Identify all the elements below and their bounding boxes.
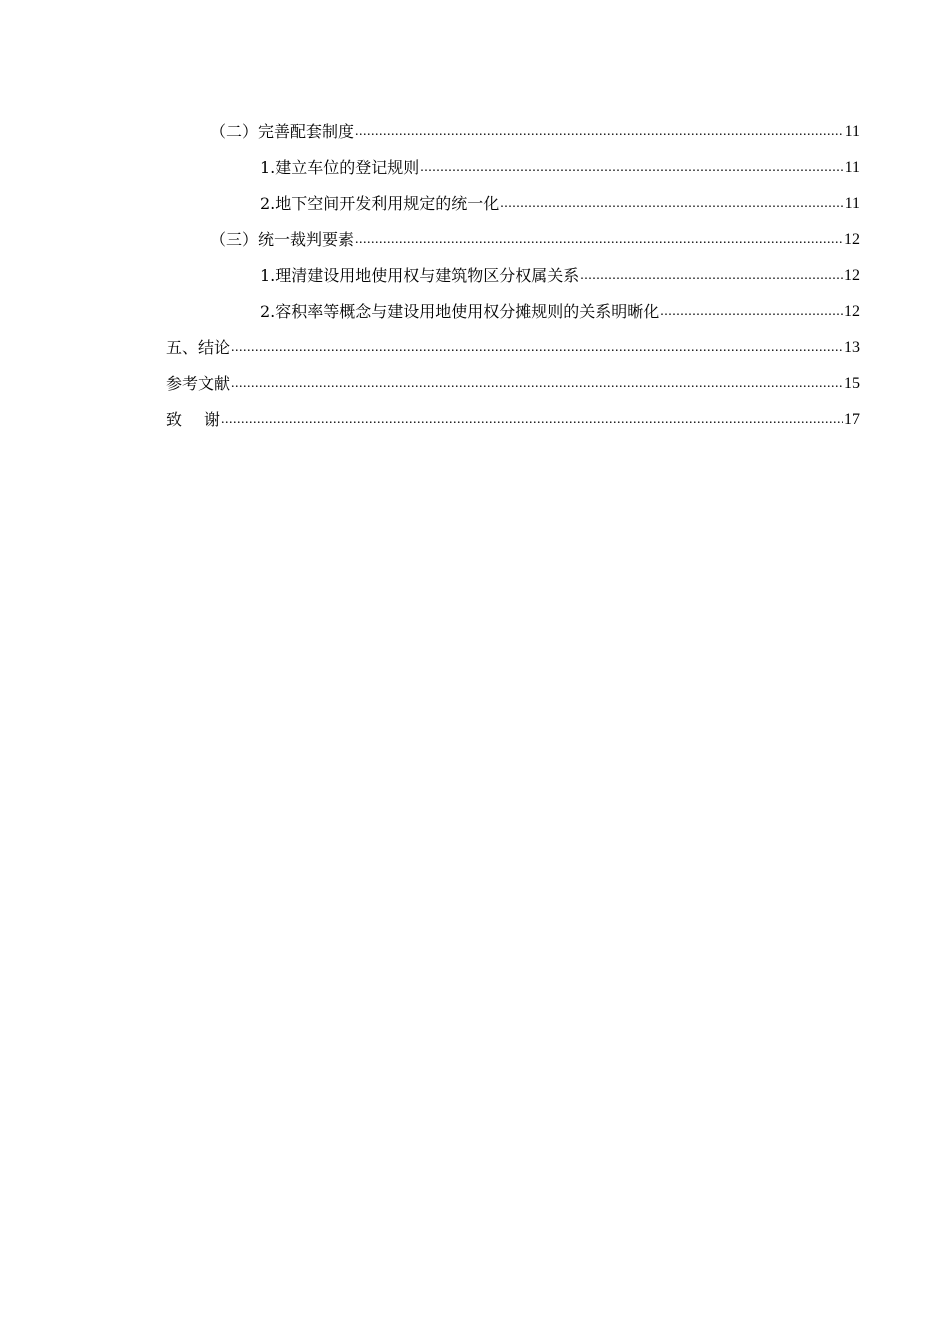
toc-entry-title: 2.容积率等概念与建设用地使用权分摊规则的关系明晰化 — [260, 302, 660, 321]
toc-page-number: 11 — [844, 195, 860, 212]
toc-entry-title: 参考文献 — [166, 374, 231, 393]
toc-page-number: 17 — [844, 411, 860, 428]
toc-page-number: 12 — [844, 303, 860, 320]
toc-entry-title: 1.理清建设用地使用权与建筑物区分权属关系 — [260, 266, 580, 285]
toc-entry-title: （三）统一裁判要素 — [210, 230, 355, 249]
toc-entry-title: 2.地下空间开发利用规定的统一化 — [260, 194, 500, 213]
toc-entry-title: 1.建立车位的登记规则 — [260, 158, 420, 177]
dot-leader — [355, 122, 844, 142]
dot-leader — [580, 266, 843, 286]
toc-entry[interactable] — [166, 148, 860, 184]
toc-entry[interactable] — [166, 328, 860, 364]
toc-entry-title — [166, 410, 220, 430]
toc-entry[interactable] — [166, 112, 860, 148]
dot-leader — [500, 194, 843, 214]
dot-leader — [660, 302, 843, 322]
table-of-contents — [166, 112, 860, 436]
toc-title-part: 谢 — [204, 410, 221, 429]
toc-entry-title: （二）完善配套制度 — [210, 122, 355, 141]
toc-page-number: 11 — [844, 159, 860, 176]
toc-page-number: 12 — [844, 267, 860, 284]
dot-leader — [231, 338, 843, 358]
dot-leader — [221, 410, 843, 430]
toc-page-number: 12 — [844, 231, 860, 248]
toc-entry[interactable] — [166, 364, 860, 400]
toc-page-number: 13 — [844, 339, 860, 356]
toc-entry[interactable] — [166, 256, 860, 292]
dot-leader — [231, 374, 843, 394]
dot-leader — [420, 158, 843, 178]
toc-entry[interactable] — [166, 220, 860, 256]
toc-entry[interactable] — [166, 184, 860, 220]
toc-title-part: 致 — [166, 410, 183, 429]
toc-page-number: 15 — [844, 375, 860, 392]
dot-leader — [355, 230, 843, 250]
toc-entry-title: 五、结论 — [166, 338, 231, 357]
toc-entry[interactable] — [166, 292, 860, 328]
toc-page-number: 11 — [844, 123, 860, 140]
toc-entry[interactable] — [166, 400, 860, 436]
